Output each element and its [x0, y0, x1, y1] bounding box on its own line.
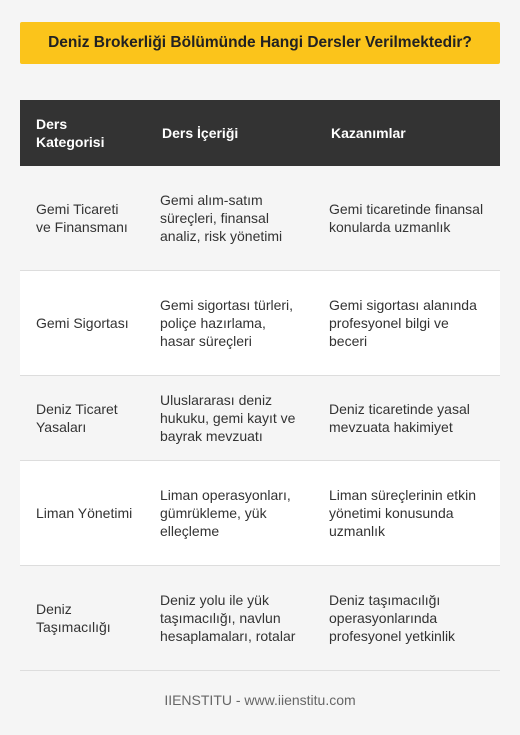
- cell-gain: Gemi ticaretinde finansal konularda uzmanlık: [315, 166, 500, 271]
- table-row: [20, 166, 500, 271]
- column-header-category: Ders Kategorisi: [20, 100, 146, 166]
- cell-content: Deniz yolu ile yük taşımacılığı, navlun hesaplamaları, rotalar: [146, 566, 315, 671]
- cell-gain: Liman süreçlerinin etkin yönetimi konusunda uzmanlık: [315, 461, 500, 566]
- cell-category: Deniz Ticaret Yasaları: [20, 376, 146, 461]
- column-header-gain: Kazanımlar: [315, 100, 500, 166]
- table-row: [20, 271, 500, 376]
- table-row: [20, 566, 500, 671]
- cell-gain: Gemi sigortası alanında profesyonel bilgi ve beceri: [315, 271, 500, 376]
- course-table: [20, 100, 500, 671]
- table-row: [20, 376, 500, 461]
- cell-category: Gemi Sigortası: [20, 271, 146, 376]
- cell-category: Liman Yönetimi: [20, 461, 146, 566]
- cell-gain: Deniz ticaretinde yasal mevzuata hakimiyet: [315, 376, 500, 461]
- cell-category: Deniz Taşımacılığı: [20, 566, 146, 671]
- cell-content: Liman operasyonları, gümrükleme, yük elleçleme: [146, 461, 315, 566]
- table-header-row: [20, 100, 500, 166]
- page-title: Deniz Brokerliği Bölümünde Hangi Dersler Verilmektedir?: [48, 34, 472, 51]
- cell-content: Gemi sigortası türleri, poliçe hazırlama, hasar süreçleri: [146, 271, 315, 376]
- cell-content: Gemi alım-satım süreçleri, finansal analiz, risk yönetimi: [146, 166, 315, 271]
- cell-gain: Deniz taşımacılığı operasyonlarında profesyonel yetkinlik: [315, 566, 500, 671]
- footer-credit: IIENSTITU - www.iienstitu.com: [164, 692, 356, 708]
- title-banner: [20, 22, 500, 64]
- cell-content: Uluslararası deniz hukuku, gemi kayıt ve bayrak mevzuatı: [146, 376, 315, 461]
- cell-category: Gemi Ticareti ve Finansmanı: [20, 166, 146, 271]
- table-row: [20, 461, 500, 566]
- column-header-content: Ders İçeriği: [146, 100, 315, 166]
